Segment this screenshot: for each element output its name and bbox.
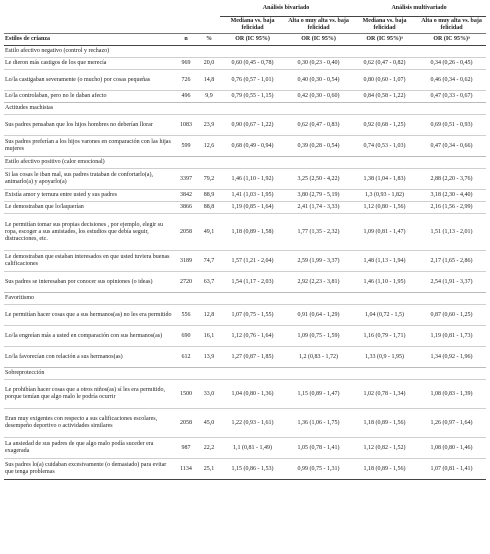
cell-biv-mediana: 1,07 (0,75 - 1,55) bbox=[220, 305, 285, 326]
row-label: Sus padres se interesaban por conocer sus opiniones (o ideas) bbox=[4, 272, 174, 293]
row-label: Le permitían hacer cosas que a sus hermanos(as) no les era permitido bbox=[4, 305, 174, 326]
col-header-or-mul-2: OR (IC 95%)ᵃ bbox=[417, 34, 486, 46]
cell-biv-alta: 2,59 (1,99 - 3,37) bbox=[285, 251, 352, 272]
cell-n: 969 bbox=[174, 58, 198, 70]
cell-n: 599 bbox=[174, 136, 198, 157]
cell-pct: 63,7 bbox=[198, 272, 220, 293]
cell-pct: 45,0 bbox=[198, 409, 220, 438]
table-row bbox=[4, 136, 486, 157]
cell-mul-mediana: 1,02 (0,78 - 1,34) bbox=[352, 380, 417, 409]
cell-n: 3866 bbox=[174, 202, 198, 214]
cell-mul-alta: 1,34 (0,92 - 1,96) bbox=[417, 347, 486, 368]
cell-biv-alta: 0,91 (0,64 - 1,29) bbox=[285, 305, 352, 326]
cell-mul-alta: 1,07 (0,81 - 1,41) bbox=[417, 459, 486, 480]
cell-mul-alta: 0,47 (0,34 - 0,66) bbox=[417, 136, 486, 157]
cell-mul-mediana: 1,48 (1,13 - 1,94) bbox=[352, 251, 417, 272]
row-label: Sus padres pensaban que los hijos hombres no deberían llorar bbox=[4, 115, 174, 136]
cell-mul-mediana: 0,80 (0,60 - 1,07) bbox=[352, 70, 417, 91]
cell-biv-mediana: 0,90 (0,67 - 1,22) bbox=[220, 115, 285, 136]
table-row bbox=[4, 409, 486, 438]
cell-biv-alta: 0,39 (0,28 - 0,54) bbox=[285, 136, 352, 157]
cell-n: 2720 bbox=[174, 272, 198, 293]
table-row bbox=[4, 70, 486, 91]
col-header-mul-mediana: Mediana vs. baja felicidad bbox=[362, 18, 407, 31]
cell-biv-mediana: 1,54 (1,17 - 2,03) bbox=[220, 272, 285, 293]
cell-pct: 13,9 bbox=[198, 347, 220, 368]
cell-mul-mediana: 1,3 (0,93 - 1,82) bbox=[352, 190, 417, 202]
table-row bbox=[4, 380, 486, 409]
col-header-pct: % bbox=[198, 34, 220, 46]
col-header-n: n bbox=[174, 34, 198, 46]
cell-biv-mediana: 1,27 (0,87 - 1,85) bbox=[220, 347, 285, 368]
cell-n: 2058 bbox=[174, 214, 198, 251]
table-row bbox=[4, 190, 486, 202]
cell-pct: 12,8 bbox=[198, 305, 220, 326]
col-header-biv-alta: Alta o muy alta vs. baja felicidad bbox=[288, 18, 349, 31]
row-label: Le demostraban que lo/laquerían bbox=[4, 202, 174, 214]
cell-mul-mediana: 1,12 (0,82 - 1,52) bbox=[352, 438, 417, 459]
section-row bbox=[4, 46, 486, 58]
cell-mul-mediana: 1,38 (1,04 - 1,83) bbox=[352, 169, 417, 190]
col-header-label: Estilos de crianza bbox=[4, 34, 174, 46]
table-row bbox=[4, 305, 486, 326]
cell-mul-mediana: 1,46 (1,10 - 1,95) bbox=[352, 272, 417, 293]
cell-pct: 33,0 bbox=[198, 380, 220, 409]
cell-biv-alta: 2,92 (2,23 - 3,81) bbox=[285, 272, 352, 293]
table-row bbox=[4, 214, 486, 251]
row-label: Si las cosas le iban mal, sus padres trataban de confortarlo(a), animarlo(a) y apoyarlo(a) bbox=[4, 169, 174, 190]
cell-biv-alta: 3,80 (2,79 - 5,19) bbox=[285, 190, 352, 202]
cell-mul-alta: 0,34 (0,26 - 0,45) bbox=[417, 58, 486, 70]
cell-mul-alta: 0,46 (0,34 - 0,62) bbox=[417, 70, 486, 91]
cell-pct: 16,1 bbox=[198, 326, 220, 347]
cell-n: 3842 bbox=[174, 190, 198, 202]
cell-biv-alta: 1,09 (0,75 - 1,59) bbox=[285, 326, 352, 347]
cell-pct: 49,1 bbox=[198, 214, 220, 251]
cell-pct: 12,6 bbox=[198, 136, 220, 157]
cell-mul-mediana: 1,16 (0,79 - 1,71) bbox=[352, 326, 417, 347]
cell-biv-mediana: 1,22 (0,93 - 1,61) bbox=[220, 409, 285, 438]
cell-mul-alta: 2,88 (2,20 - 3,76) bbox=[417, 169, 486, 190]
cell-mul-alta: 1,19 (0,81 - 1,73) bbox=[417, 326, 486, 347]
row-label: Existía amor y ternura entre usted y sus padres bbox=[4, 190, 174, 202]
cell-mul-mediana: 0,84 (0,58 - 1,22) bbox=[352, 91, 417, 103]
cell-biv-alta: 1,05 (0,78 - 1,41) bbox=[285, 438, 352, 459]
table-row bbox=[4, 58, 486, 70]
cell-mul-alta: 1,26 (0,97 - 1,64) bbox=[417, 409, 486, 438]
row-label: Lo/la castigaban severamente (o mucho) por cosas pequeñas bbox=[4, 70, 174, 91]
cell-biv-alta: 0,40 (0,30 - 0,54) bbox=[285, 70, 352, 91]
cell-biv-alta: 0,42 (0,30 - 0,60) bbox=[285, 91, 352, 103]
cell-n: 612 bbox=[174, 347, 198, 368]
cell-n: 2058 bbox=[174, 409, 198, 438]
cell-mul-alta: 0,87 (0,60 - 1,25) bbox=[417, 305, 486, 326]
cell-mul-alta: 2,17 (1,65 - 2,86) bbox=[417, 251, 486, 272]
cell-biv-mediana: 1,12 (0,76 - 1,64) bbox=[220, 326, 285, 347]
cell-pct: 25,1 bbox=[198, 459, 220, 480]
row-label: Le dieron más castigos de los que merecía bbox=[4, 58, 174, 70]
row-label: Le prohibían hacer cosas que a otros niños(as) sí les era permitido, porque temían que algo malo le podría ocurrir bbox=[4, 380, 174, 409]
cell-pct: 88,8 bbox=[198, 202, 220, 214]
cell-pct: 79,2 bbox=[198, 169, 220, 190]
cell-mul-alta: 3,18 (2,30 - 4,40) bbox=[417, 190, 486, 202]
row-label: Sus padres lo(a) cuidaban excesivamente (o demasiado) para evitar que tenga problemas bbox=[4, 459, 174, 480]
cell-mul-mediana: 0,62 (0,47 - 0,82) bbox=[352, 58, 417, 70]
cell-n: 1083 bbox=[174, 115, 198, 136]
row-label: Le demostraban que estaban interesados en que usted tuviera buenas calificaciones bbox=[4, 251, 174, 272]
cell-biv-mediana: 1,19 (0,85 - 1,64) bbox=[220, 202, 285, 214]
cell-mul-alta: 1,08 (0,83 - 1,39) bbox=[417, 380, 486, 409]
cell-mul-alta: 2,54 (1,91 - 3,37) bbox=[417, 272, 486, 293]
table-row bbox=[4, 115, 486, 136]
cell-biv-mediana: 1,04 (0,80 - 1,36) bbox=[220, 380, 285, 409]
table-row bbox=[4, 459, 486, 480]
cell-mul-mediana: 1,09 (0,81 - 1,47) bbox=[352, 214, 417, 251]
cell-n: 987 bbox=[174, 438, 198, 459]
section-row bbox=[4, 157, 486, 169]
table-row bbox=[4, 347, 486, 368]
cell-mul-alta: 1,51 (1,13 - 2,01) bbox=[417, 214, 486, 251]
cell-mul-mediana: 1,12 (0,80 - 1,56) bbox=[352, 202, 417, 214]
row-label: Lo/la controlaban, pero no le daban afecto bbox=[4, 91, 174, 103]
cell-pct: 23,9 bbox=[198, 115, 220, 136]
cell-biv-mediana: 1,46 (1,10 - 1,92) bbox=[220, 169, 285, 190]
cell-biv-alta: 1,36 (1,06 - 1,75) bbox=[285, 409, 352, 438]
col-header-biv-mediana: Mediana vs. baja felicidad bbox=[230, 18, 275, 31]
cell-mul-mediana: 0,74 (0,53 - 1,03) bbox=[352, 136, 417, 157]
row-label: Sus padres preferían a los hijos varones en comparación con las hijas mujeres bbox=[4, 136, 174, 157]
cell-biv-mediana: 1,18 (0,89 - 1,58) bbox=[220, 214, 285, 251]
cell-pct: 14,8 bbox=[198, 70, 220, 91]
section-title: Estilo afectivo positivo (calor emocional) bbox=[4, 157, 486, 169]
section-row bbox=[4, 293, 486, 305]
cell-biv-alta: 2,41 (1,74 - 3,33) bbox=[285, 202, 352, 214]
cell-n: 556 bbox=[174, 305, 198, 326]
cell-biv-alta: 0,30 (0,23 - 0,40) bbox=[285, 58, 352, 70]
group-header-bivariado: Análisis bivariado bbox=[220, 0, 352, 17]
section-title: Sobreprotección bbox=[4, 368, 486, 380]
cell-mul-mediana: 1,18 (0,89 - 1,56) bbox=[352, 409, 417, 438]
col-header-mul-alta: Alta o muy alta vs. baja felicidad bbox=[421, 18, 482, 31]
cell-n: 726 bbox=[174, 70, 198, 91]
table-row bbox=[4, 202, 486, 214]
table-row bbox=[4, 91, 486, 103]
cell-mul-alta: 0,47 (0,33 - 0,67) bbox=[417, 91, 486, 103]
cell-pct: 88,9 bbox=[198, 190, 220, 202]
cell-mul-alta: 0,69 (0,51 - 0,93) bbox=[417, 115, 486, 136]
table-row bbox=[4, 438, 486, 459]
cell-biv-mediana: 0,76 (0,57 - 1,01) bbox=[220, 70, 285, 91]
cell-mul-mediana: 1,33 (0,9 - 1,95) bbox=[352, 347, 417, 368]
cell-n: 1500 bbox=[174, 380, 198, 409]
cell-n: 3397 bbox=[174, 169, 198, 190]
cell-biv-mediana: 1,57 (1,21 - 2,04) bbox=[220, 251, 285, 272]
cell-pct: 20,0 bbox=[198, 58, 220, 70]
cell-n: 3189 bbox=[174, 251, 198, 272]
cell-n: 1134 bbox=[174, 459, 198, 480]
cell-n: 690 bbox=[174, 326, 198, 347]
row-label: Lo/la engreían más a usted en comparación con sus hermanos(as) bbox=[4, 326, 174, 347]
row-label: Eran muy exigentes con respecto a sus calificaciones escolares, desempeño deportivo o actividades similares bbox=[4, 409, 174, 438]
cell-pct: 9,9 bbox=[198, 91, 220, 103]
section-row bbox=[4, 368, 486, 380]
cell-biv-alta: 0,99 (0,75 - 1,31) bbox=[285, 459, 352, 480]
col-header-or-mul-1: OR (IC 95%)ᵃ bbox=[352, 34, 417, 46]
cell-mul-mediana: 0,92 (0,68 - 1,25) bbox=[352, 115, 417, 136]
cell-pct: 74,7 bbox=[198, 251, 220, 272]
cell-pct: 22,2 bbox=[198, 438, 220, 459]
table-row bbox=[4, 272, 486, 293]
group-header-multivariado: Análisis multivariado bbox=[352, 0, 486, 17]
cell-biv-mediana: 0,79 (0,55 - 1,15) bbox=[220, 91, 285, 103]
cell-mul-mediana: 1,04 (0,72 - 1,5) bbox=[352, 305, 417, 326]
row-label: Lo/la favorecían con relación a sus hermanos(as) bbox=[4, 347, 174, 368]
cell-biv-mediana: 1,1 (0,81 - 1,49) bbox=[220, 438, 285, 459]
cell-biv-alta: 1,15 (0,89 - 1,47) bbox=[285, 380, 352, 409]
cell-biv-mediana: 0,60 (0,45 - 0,78) bbox=[220, 58, 285, 70]
table-row bbox=[4, 326, 486, 347]
table-row bbox=[4, 169, 486, 190]
col-header-or-biv-2: OR (IC 95%) bbox=[285, 34, 352, 46]
cell-biv-mediana: 1,15 (0,86 - 1,53) bbox=[220, 459, 285, 480]
cell-biv-alta: 1,77 (1,35 - 2,32) bbox=[285, 214, 352, 251]
cell-mul-alta: 2,16 (1,56 - 2,99) bbox=[417, 202, 486, 214]
cell-biv-alta: 0,62 (0,47 - 0,83) bbox=[285, 115, 352, 136]
col-header-or-biv-1: OR (IC 95%) bbox=[220, 34, 285, 46]
table-row bbox=[4, 251, 486, 272]
cell-n: 496 bbox=[174, 91, 198, 103]
cell-biv-alta: 3,25 (2,50 - 4,22) bbox=[285, 169, 352, 190]
section-title: Favoritismo bbox=[4, 293, 486, 305]
section-title: Estilo afectivo negativo (control y rechazo) bbox=[4, 46, 486, 58]
cell-biv-alta: 1,2 (0,83 - 1,72) bbox=[285, 347, 352, 368]
cell-biv-mediana: 1,41 (1,03 - 1,95) bbox=[220, 190, 285, 202]
row-label: Le permitían tomar sus propias decisiones , por ejemplo, elegir su ropa, escoger a sus amistades, los estudios que debía seguir, distracciones, etc. bbox=[4, 214, 174, 251]
cell-biv-mediana: 0,68 (0,49 - 0,94) bbox=[220, 136, 285, 157]
section-title: Actitudes machistas bbox=[4, 103, 486, 115]
row-label: La ansiedad de sus padres de que algo malo podía suceder era exagerada bbox=[4, 438, 174, 459]
table-body bbox=[4, 46, 486, 480]
parenting-styles-table bbox=[4, 0, 486, 480]
section-row bbox=[4, 103, 486, 115]
cell-mul-alta: 1,08 (0,80 - 1,46) bbox=[417, 438, 486, 459]
cell-mul-mediana: 1,18 (0,89 - 1,56) bbox=[352, 459, 417, 480]
